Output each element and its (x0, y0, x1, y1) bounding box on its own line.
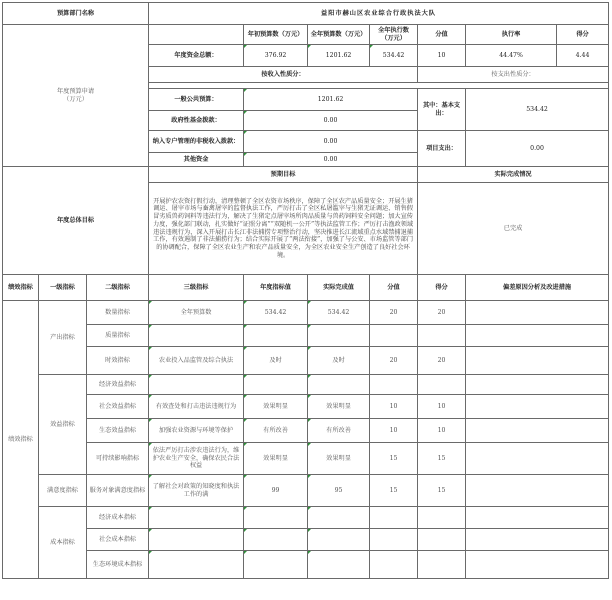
col-execution-rate: 执行率 (466, 25, 557, 45)
perf-row (3, 443, 609, 475)
budget-performance-table (2, 2, 609, 579)
dept-name: 益阳市赫山区农业综合行政执法大队 (149, 3, 609, 25)
perf-col-actual: 实际完成值 (308, 275, 370, 301)
perf-col-level1: 一级指标 (39, 275, 87, 301)
perf-score-max-cell: 15 (370, 443, 418, 475)
perf-deviation-cell (466, 347, 609, 375)
col-annual-execution: 全年执行数（万元） (370, 25, 418, 45)
perf-score-cell: 10 (418, 419, 466, 443)
perf-target-cell: 有所改善 (244, 419, 308, 443)
perf-actual-cell (308, 375, 370, 395)
budget-col-blank (149, 25, 244, 45)
perf-target-cell: 效果明显 (244, 395, 308, 419)
perf-score-cell: 20 (418, 301, 466, 325)
perf-main-header: 绩效指标 (3, 275, 39, 301)
perf-score-max-cell (370, 551, 418, 579)
perf-level2-cell: 经济成本指标 (87, 507, 149, 529)
perf-deviation-cell (466, 301, 609, 325)
perf-level3-cell: 全年预算数 (149, 301, 244, 325)
perf-row (3, 551, 609, 579)
perf-level3-cell (149, 551, 244, 579)
project-expense-value: 0.00 (466, 131, 609, 167)
header-row (3, 3, 609, 25)
perf-level3-cell (149, 325, 244, 347)
perf-target-cell: 及时 (244, 347, 308, 375)
perf-score-max-cell (370, 507, 418, 529)
perf-col-level2: 二级指标 (87, 275, 149, 301)
actual-completion-text: 已完成 (418, 183, 609, 275)
total-execution-value: 534.42 (370, 45, 418, 67)
expected-goal-header: 预期目标 (149, 167, 418, 183)
perf-level2-cell: 数量指标 (87, 301, 149, 325)
perf-actual-cell (308, 529, 370, 551)
perf-score-cell (418, 375, 466, 395)
income-nature-label: 按收入性质分： (149, 67, 418, 83)
perf-col-target: 年度指标值 (244, 275, 308, 301)
perf-actual-cell: 及时 (308, 347, 370, 375)
perf-target-cell: 效果明显 (244, 443, 308, 475)
total-execution-rate: 44.47% (466, 45, 557, 67)
perf-level1-cell: 产出指标 (39, 301, 87, 375)
col-initial-budget: 年初预算数（万元） (244, 25, 308, 45)
perf-actual-cell: 效果明显 (308, 395, 370, 419)
total-label: 年度资金总额： (149, 45, 244, 67)
perf-actual-cell: 534.42 (308, 301, 370, 325)
project-expense-label: 项目支出： (418, 131, 466, 167)
perf-row (3, 347, 609, 375)
perf-deviation-cell (466, 475, 609, 507)
perf-target-cell (244, 529, 308, 551)
perf-score-max-cell: 10 (370, 419, 418, 443)
perf-score-cell (418, 507, 466, 529)
perf-level2-cell: 生态环境成本指标 (87, 551, 149, 579)
perf-level3-cell: 依法严厉打击涉农违法行为，维护农业生产安全，确保农民合法权益 (149, 443, 244, 475)
perf-level3-cell (149, 375, 244, 395)
expense-nature-label: 按支出性质分： (418, 67, 609, 83)
perf-row (3, 395, 609, 419)
perf-level3-cell: 农业投入品监管及综合执法 (149, 347, 244, 375)
perf-score-max-cell: 20 (370, 301, 418, 325)
perf-actual-cell: 效果明显 (308, 443, 370, 475)
other-fund-label: 其他资金 (149, 153, 244, 167)
general-budget-label: 一般公共预算： (149, 89, 244, 111)
perf-level3-cell: 加强农业资源与环境等保护 (149, 419, 244, 443)
perf-score-max-cell: 10 (370, 395, 418, 419)
perf-level2-cell: 服务对象满意度指标 (87, 475, 149, 507)
annual-goal-label: 年度总体目标 (3, 167, 149, 275)
perf-deviation-cell (466, 443, 609, 475)
perf-score-cell: 15 (418, 475, 466, 507)
perf-row (3, 301, 609, 325)
perf-level2-cell: 经济效益指标 (87, 375, 149, 395)
actual-completion-header: 实际完成情况 (418, 167, 609, 183)
perf-deviation-cell (466, 375, 609, 395)
perf-target-cell (244, 375, 308, 395)
perf-score-max-cell: 15 (370, 475, 418, 507)
perf-score-cell: 10 (418, 395, 466, 419)
col-score: 得分 (557, 25, 609, 45)
perf-deviation-cell (466, 419, 609, 443)
perf-level3-cell (149, 529, 244, 551)
perf-target-cell: 99 (244, 475, 308, 507)
total-score-value: 10 (418, 45, 466, 67)
perf-col-level3: 三级指标 (149, 275, 244, 301)
perf-target-cell: 534.42 (244, 301, 308, 325)
perf-main-label: 绩效指标 (3, 301, 39, 579)
other-fund-value: 0.00 (244, 153, 418, 167)
perf-row (3, 375, 609, 395)
perf-level2-cell: 质量指标 (87, 325, 149, 347)
perf-score-max-cell (370, 375, 418, 395)
perf-deviation-cell (466, 395, 609, 419)
perf-row (3, 529, 609, 551)
perf-deviation-cell (466, 325, 609, 347)
perf-score-max-cell (370, 325, 418, 347)
budget-apply-label (3, 25, 149, 167)
total-annual-value: 1201.62 (308, 45, 370, 67)
special-label: 纳入专户管理的非税收入拨款： (149, 131, 244, 153)
perf-target-cell (244, 507, 308, 529)
perf-actual-cell (308, 507, 370, 529)
perf-level3-cell: 了解社会对政策的知晓度和执法工作的满 (149, 475, 244, 507)
perf-row (3, 419, 609, 443)
dept-label: 预算部门名称 (3, 3, 149, 25)
perf-level2-cell: 可持续影响指标 (87, 443, 149, 475)
goal-header-row (3, 167, 609, 183)
perf-score-cell (418, 551, 466, 579)
perf-score-cell (418, 529, 466, 551)
perf-actual-cell: 95 (308, 475, 370, 507)
budget-col-header-row (3, 25, 609, 45)
perf-score-cell: 15 (418, 443, 466, 475)
perf-target-cell (244, 325, 308, 347)
perf-level2-cell: 社会成本指标 (87, 529, 149, 551)
perf-score-max-cell: 20 (370, 347, 418, 375)
perf-deviation-cell (466, 529, 609, 551)
perf-col-score: 得分 (418, 275, 466, 301)
total-initial-value: 376.92 (244, 45, 308, 67)
perf-row (3, 475, 609, 507)
perf-target-cell (244, 551, 308, 579)
perf-deviation-cell (466, 551, 609, 579)
perf-level2-cell: 生态效益指标 (87, 419, 149, 443)
fund-value: 0.00 (244, 111, 418, 131)
expected-goal-text: 开展护农农资打假行动，清理整顿了全区农资市场秩序，保障了全区农产品质量安全；开展生猪调运、屠宰市场与畜禽屠宰的监督执法工作，严厉打击了全区私屠滥宰与生猪无证调运、销售假冒劣质兽药饲料等违法行为，解决了生猪定点屠宰场所肉品质量与兽药饲料安全问题；加大宣传力度，强化部门联动，扎实做好“证照分离”“双随机一公开”等执法监管工作；严厉打击渔政领域违法违规行为，深入开展打击长江非法捕捞专项整治行动，坚决推进长江流域重点水域禁捕退捕工作，有效遏制了非法捕捞行为；结合实际开展了“两法衔接”，加强了与公安、市场监管等部门的协调配合，保障了全区农业生产和农产品质量安全，为全区农业安全生产创造了良好社会环境。 (149, 183, 418, 275)
perf-header-row (3, 275, 609, 301)
perf-score-cell: 20 (418, 347, 466, 375)
special-value: 0.00 (244, 131, 418, 153)
general-budget-value: 1201.62 (244, 89, 418, 111)
perf-level1-cell: 成本指标 (39, 507, 87, 579)
perf-score-cell (418, 325, 466, 347)
perf-level3-cell (149, 507, 244, 529)
perf-row (3, 507, 609, 529)
col-annual-budget: 全年预算数（万元） (308, 25, 370, 45)
basic-expense-value: 534.42 (466, 89, 609, 131)
perf-level3-cell: 有效查处和打击违法违规行为 (149, 395, 244, 419)
perf-col-score-max: 分值 (370, 275, 418, 301)
perf-deviation-cell (466, 507, 609, 529)
perf-level1-cell: 满意度指标 (39, 475, 87, 507)
budget-apply-label-line: （万元） (63, 95, 88, 103)
fund-label: 政府性基金拨款： (149, 111, 244, 131)
total-score: 4.44 (557, 45, 609, 67)
perf-actual-cell (308, 551, 370, 579)
perf-actual-cell (308, 325, 370, 347)
perf-actual-cell: 有所改善 (308, 419, 370, 443)
perf-row (3, 325, 609, 347)
budget-apply-label-line: 年度预算申请 (56, 87, 95, 95)
perf-level1-cell: 效益指标 (39, 375, 87, 475)
perf-score-max-cell (370, 529, 418, 551)
perf-level2-cell: 时效指标 (87, 347, 149, 375)
basic-expense-label: 其中：基本支出： (418, 89, 466, 131)
col-score-value: 分值 (418, 25, 466, 45)
perf-level2-cell: 社会效益指标 (87, 395, 149, 419)
perf-col-deviation: 偏差原因分析及改进措施 (466, 275, 609, 301)
